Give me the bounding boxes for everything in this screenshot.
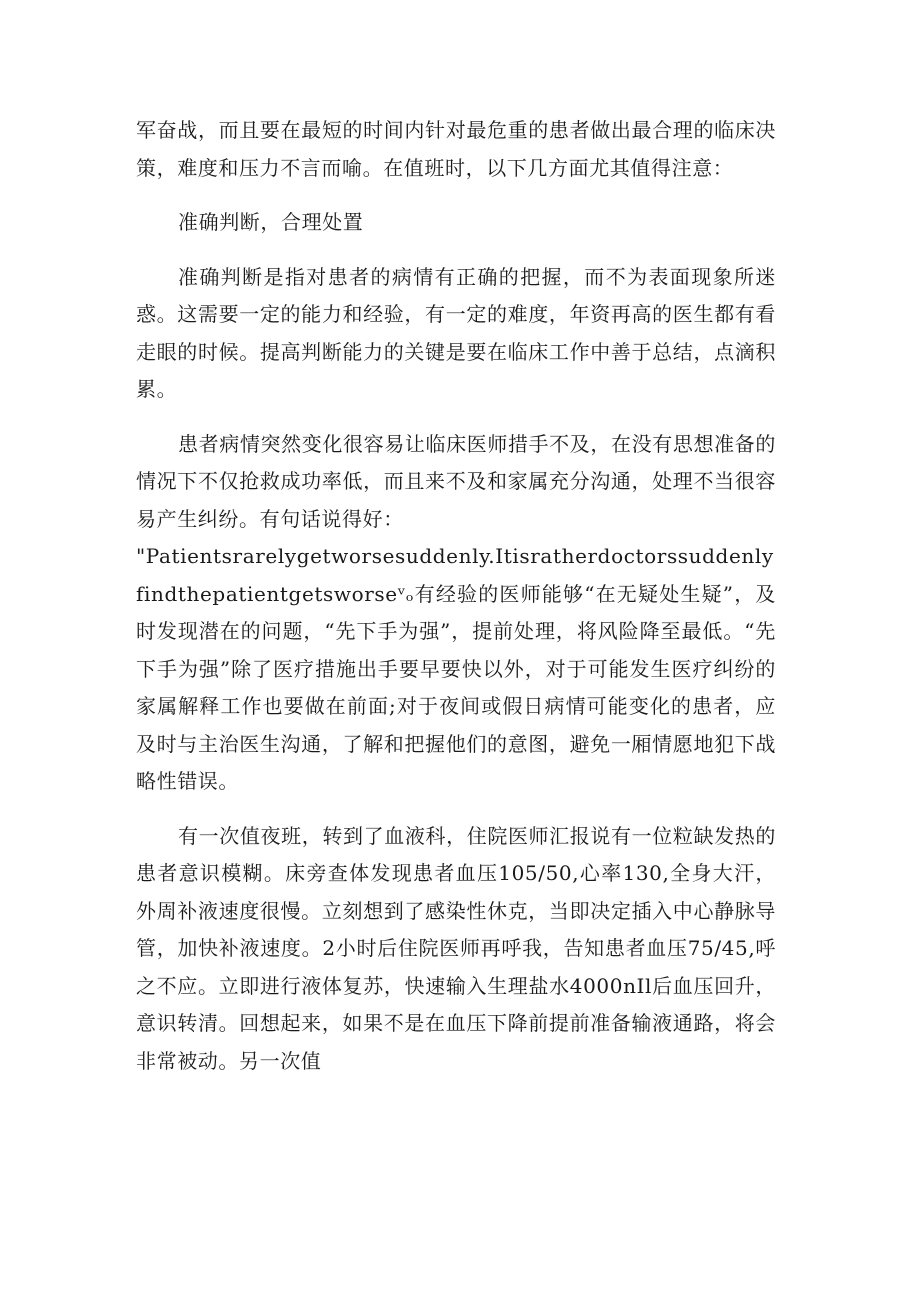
paragraph-6: 有一次值夜班，转到了血液科，住院医师汇报说有一位粒缺发热的患者意识模糊。床旁查体发现患者血压105/50,心率130,全身大汗，外周补液速度很慢。立刻想到了感染性休克，当即决定插入中心静脉导管，加快补液速度。2小时后住院医师再呼我，告知患者血压75/45,呼之不应。立即进行液体复苏，快速输入生理盐水4000nIl后血压回升，意识转清。回想起来，如果不是在血压下降前提前准备输液通路，将会非常被动。另一次值	[136, 823, 776, 1073]
paragraph-2-heading: 准确判断，合理处置	[178, 210, 364, 234]
paragraph-1: 军奋战，而且要在最短的时间内针对最危重的患者做出最合理的临床决策，难度和压力不言而喻。在值班时，以下几方面尤其值得注意：	[136, 118, 776, 180]
paragraph-3: 准确判断是指对患者的病情有正确的把握，而不为表面现象所迷惑。这需要一定的能力和经验，有一定的难度，年资再高的医生都有看走眼的时候。提高判断能力的关键是要在临床工作中善于总结，点滴积累。	[136, 264, 776, 401]
paragraph-4: 患者病情突然变化很容易让临床医师措手不及，在没有思想准备的情况下不仅抢救成功率低，而且来不及和家属充分沟通，处理不当很容易产生纠纷。有句话说得好：	[136, 431, 776, 531]
paragraph-5-quote: "Patientsrarelygetworsesuddenly.Itisratherdoctorssuddenlyfindthepatientgetsworseᵛₒ有经验的医师能够“在无疑处生疑”，及时发现潜在的问题，“先下手为强”，提前处理，将风险降至最低。“先下手为强”除了医疗措施出手要早要快以外，对于可能发生医疗纠纷的家属解释工作也要做在前面;对于夜间或假日病情可能变化的患者，应及时与主治医生沟通，了解和把握他们的意图，避免一厢情愿地犯下战略性错误。	[136, 544, 776, 793]
